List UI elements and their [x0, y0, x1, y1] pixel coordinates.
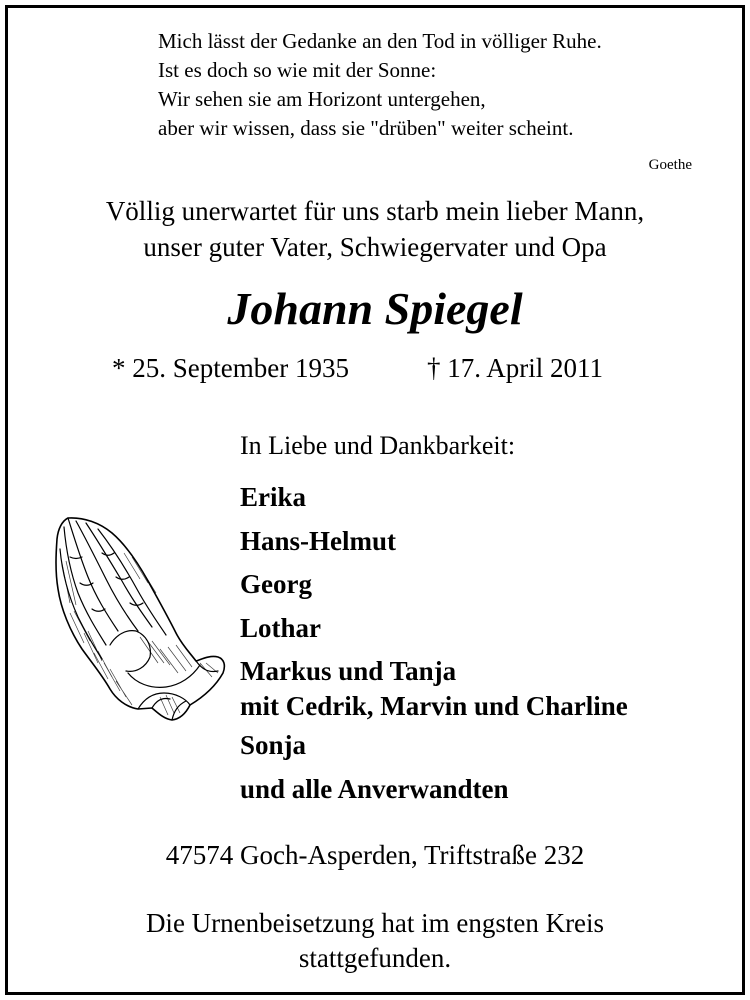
mourner-name: Hans-Helmut: [240, 525, 397, 556]
announcement-line: Völlig unerwartet für uns starb mein lieber Mann,: [105, 196, 645, 226]
mourner-name: Lothar: [240, 612, 321, 643]
death-date: † 17. April 2011: [427, 353, 604, 383]
poem: [158, 27, 602, 143]
announcement-text: [0, 193, 750, 265]
poem-line: Wir sehen sie am Horizont untergehen,: [158, 87, 486, 111]
mourner-name: Sonja: [240, 730, 307, 760]
mourner-name: Georg: [240, 569, 312, 599]
mourner-name: Erika: [240, 482, 307, 512]
closing-line: Die Urnenbeisetzung hat im engsten Kreis: [145, 908, 605, 938]
announcement-line: unser guter Vater, Schwiegervater und Opa: [143, 232, 607, 262]
closing-line: stattgefunden.: [298, 943, 452, 973]
praying-hands-icon: [40, 513, 230, 728]
deceased-name: Johann Spiegel: [227, 283, 523, 334]
thanks-heading: In Liebe und Dankbarkeit:: [240, 431, 516, 460]
poem-line: Ist es doch so wie mit der Sonne:: [158, 58, 437, 82]
mourner-name: mit Cedrik, Marvin und Charline: [240, 691, 628, 721]
mourner-name: Markus und Tanja: [240, 656, 457, 686]
poem-author: Goethe: [648, 157, 692, 173]
poem-line: Mich lässt der Gedanke an den Tod in völliger Ruhe.: [158, 29, 602, 53]
address: 47574 Goch-Asperden, Triftstraße 232: [165, 840, 585, 870]
poem-line: aber wir wissen, dass sie "drüben" weiter scheint.: [158, 116, 574, 140]
closing-note: [0, 906, 750, 976]
mourner-name: und alle Anverwandten: [240, 773, 509, 804]
mourners-list: [240, 476, 628, 811]
birth-date: * 25. September 1935: [112, 353, 349, 383]
